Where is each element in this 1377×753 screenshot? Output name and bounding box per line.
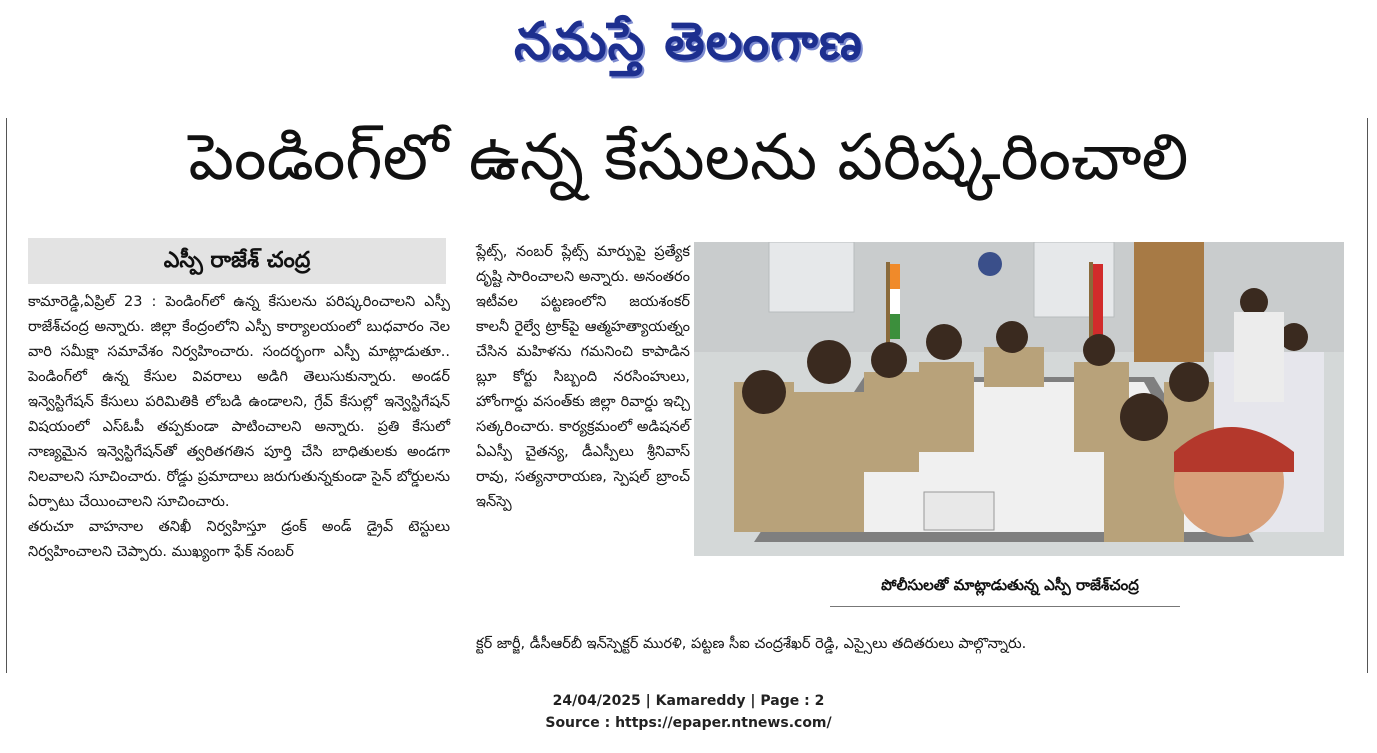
footer-date-edition: 24/04/2025 | Kamareddy | Page : 2 [552,693,825,709]
photo-caption: పోలీసులతో మాట్లాడుతున్న ఎస్పీ రాజేశ్‌చంద్ర [881,576,1139,594]
page-footer [0,690,1377,734]
article-headline: పెండింగ్‌లో ఉన్న కేసులను పరిష్కరించాలి [188,121,1189,195]
meeting-photo [694,242,1344,556]
article-paragraph: కామారెడ్డి,ఏప్రిల్ 23 : పెండింగ్‌లో ఉన్న కేసులను పరిష్కరించాలని ఎస్పీ రాజేశ్‌చంద్ర అన్నారు. జిల్లా కేంద్రంలోని ఎస్పీ కార్యాలయంలో బుధవారం నెల వారి సమీక్షా సమావేశం నిర్వహించారు. సందర్భంగా ఎస్పీ మాట్లాడుతూ.. పెండింగ్‌లో ఉన్న కేసుల వివరాలు అడిగి తెలుసుకున్నారు. అండర్ ఇన్వెస్టిగేషన్ కేసులు పరిమితికి లోబడి ఉండాలని, గ్రేవ్ కేసుల్లో ఇన్వెస్టిగేషన్ విషయంలో ఎస్‌ఓపీ తప్పకుండా పాటించాలని అన్నారు. ప్రతి కేసులో నాణ్యమైన ఇన్వెస్టిగేషన్‌తో త్వరితగతిన పూర్తి చేసి బాధితులకు అండగా నిలవాలని సూచించారు. రోడ్డు ప్రమాదాలు జరుగుతున్నకుండా సైన్ బోర్డులను ఏర్పాటు చేయించాలని సూచించారు. [28,294,450,510]
masthead-logo [0,2,1377,82]
article-byline: ఎస్పీ రాజేశ్ చంద్ర [28,238,446,284]
article-paragraph: ప్లేట్స్, నంబర్ ప్లేట్స్ మార్పుపై ప్రత్యేక దృష్టి సారించాలని అన్నారు. అనంతరం ఇటీవల పట్టణంలోని జయశంకర్ కాలనీ రైల్వే ట్రాక్‌పై ఆత్మహత్యాయత్నం చేసిన మహిళను గమనించి కాపాడిన బ్లూ కోర్టు సిబ్బంది నరసింహులు, హోంగార్డు వసంత్‌కు జిల్లా రివార్డు ఇచ్చి సత్కరించారు. కార్యక్రమంలో అడిషనల్ ఏఎస్పీ చైతన్య, డీఎస్పీలు శ్రీనివాస్ రావు, సత్యనారాయణ, స్పెషల్ బ్రాంచ్ ఇన్‌స్పె [476,244,690,510]
meeting-photo-illustration [694,242,1344,556]
article-paragraph: తరుచూ వాహనాల తనిఖీ నిర్వహిస్తూ డ్రంక్ అండ్ డ్రైవ్ టెస్టులు నిర్వహించాలని చెప్పారు. ముఖ్యంగా ఫేక్ నంబర్ [28,519,450,560]
article-column-1 [28,290,450,565]
caption-divider [830,606,1180,607]
masthead-title: నమస్తే తెలంగాణ [514,11,863,72]
footer-source-link[interactable]: Source : https://epaper.ntnews.com/ [545,715,832,731]
article-column-2 [476,240,690,515]
article-credits: క్టర్ జార్జీ, డీసీఆర్‌బీ ఇన్‌స్పెక్టర్ మురళి, పట్టణ సీఐ చంద్రశేఖర్ రెడ్డి, ఎస్సైలు తదితరులు పాల్గొన్నారు. [476,636,1027,652]
